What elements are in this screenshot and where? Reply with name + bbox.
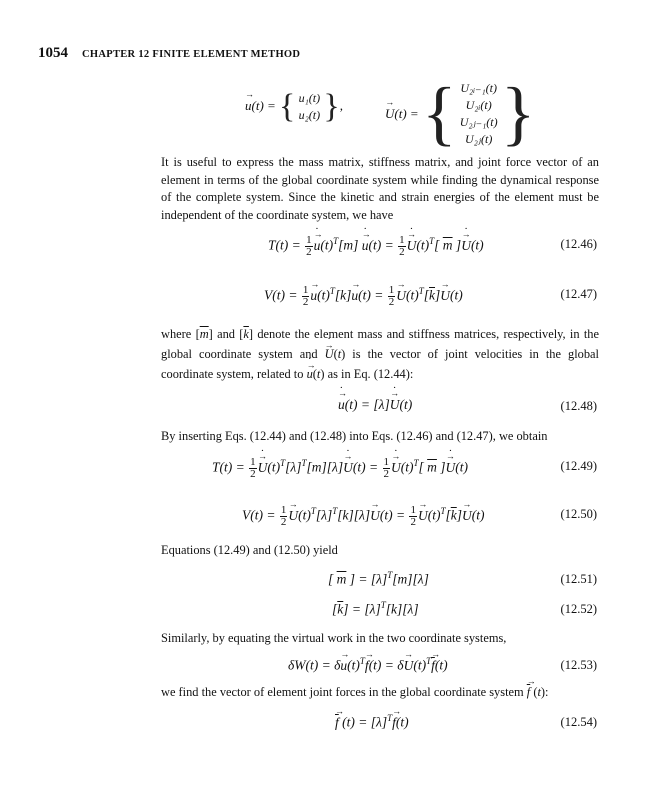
paragraph-yield: Equations (12.49) and (12.50) yield [161, 543, 338, 557]
paragraph-joint-forces: we find the vector of element joint forces in the global coordinate system → $\overline{f}$ (t): [161, 685, 548, 700]
equation-12-51: [ $\overline{m}$ ] = $[\lambda]^T[m][\lambda]$ (12.51) [328, 570, 597, 587]
paragraph-intro: It is useful to express the mass matrix, stiffness matrix, and joint force vector of an element in terms of the global coordinate system while finding the dynamical response of the complete system. Since the kinetic and strain energies of the element must be independent of the coordinate system, we have [161, 155, 599, 222]
equation-12-50: V(t) = $\frac{1}{2}$ → $U(t)^T[\lambda]^T[k][\lambda]\to U(t)$ = $\frac{1}{2}$ → $U(t)^T[\overline{k}]\to U(t)$ (12.50) [160, 503, 597, 529]
equation-12-49: T(t) = $\frac{1}{2}$ → $U \cdot(t)^T[\lambda]^T[m][\lambda]\to U \cdot(t)$ = $\frac{1}{2}$ → $U \cdot(t)^T$[ $\overline{m}$ ]→ U ·(t) (12.49) [160, 455, 597, 481]
global-displacement-vector: → U(t) = { U₂ᵢ₋₁(t) U₂ᵢ(t) U₂ⱼ₋₁(t) U₂ⱼ(t) } [385, 72, 535, 155]
U-vector-lhs: → U(t) = [385, 106, 419, 121]
local-displacement-vector: → u(t) = { u₁(t) u₂(t) }, [245, 88, 343, 126]
equation-12-48: → u ·(t) = [λ]→ U ·(t) (12.48) [160, 395, 597, 421]
equation-12-53: $\delta W(t) = \delta\to u(t)^T\to f(t) = \delta\to U(t)^T\to \overline{f}(t)$ (12.53) [160, 654, 597, 680]
paragraph-inserting: By inserting Eqs. (12.44) and (12.48) into Eqs. (12.46) and (12.47), we obtain [161, 429, 548, 443]
equation-12-46: T(t) = $\frac{1}{2}$ → $u \cdot(t)^T[m] \to u \cdot(t)$ = $\frac{1}{2}$ → $U \cdot(t)^T$[ $\overline{m}$ ]→ U ·(t) (12.46) [160, 233, 597, 259]
equation-number: (12.50) [560, 507, 597, 521]
equation-number: (12.51) [560, 572, 597, 586]
equation-number: (12.49) [560, 459, 597, 473]
paragraph-where: where $[\overline{m}]$ and $[\overline{k}]$ denote the element mass and stiffness matrices, respectively, in the global coordinate system and → U ·(t) is the vector of joint velocities in the global coordinate system, related to → u ·(t) as in Eq. (12.44): [161, 324, 599, 384]
equation-12-54: → $\overline{f}$ $(t) = [\lambda]^T\to f(t)$ (12.54) [160, 711, 597, 737]
equation-number: (12.54) [560, 715, 597, 729]
running-header [38, 44, 300, 62]
equation-number: (12.46) [560, 237, 597, 251]
equation-number: (12.53) [560, 658, 597, 672]
equation-12-47: V(t) = $\frac{1}{2}$ → $u(t)^T[k]\to u(t)$ = $\frac{1}{2}$ → $U(t)^T[\overline{k}]\to U(t)$ (12.47) [160, 283, 597, 309]
equation-number: (12.47) [560, 287, 597, 301]
u-vector-entries: u₁(t) u₂(t) [298, 91, 321, 122]
equation-12-52: $[\overline{k}] = [\lambda]^T[k][\lambda]$ (12.52) [332, 600, 597, 617]
equation-number: (12.48) [560, 399, 597, 413]
u-vector-lhs: → u(t) = [245, 98, 276, 113]
page-number: 1054 [38, 45, 68, 61]
U-vector-entries: U₂ᵢ₋₁(t) U₂ᵢ(t) U₂ⱼ₋₁(t) U₂ⱼ(t) [459, 80, 498, 146]
paragraph-virtual-work: Similarly, by equating the virtual work in the two coordinate systems, [161, 631, 507, 645]
chapter-title: CHAPTER 12 FINITE ELEMENT METHOD [82, 49, 301, 60]
equation-number: (12.52) [560, 602, 597, 616]
